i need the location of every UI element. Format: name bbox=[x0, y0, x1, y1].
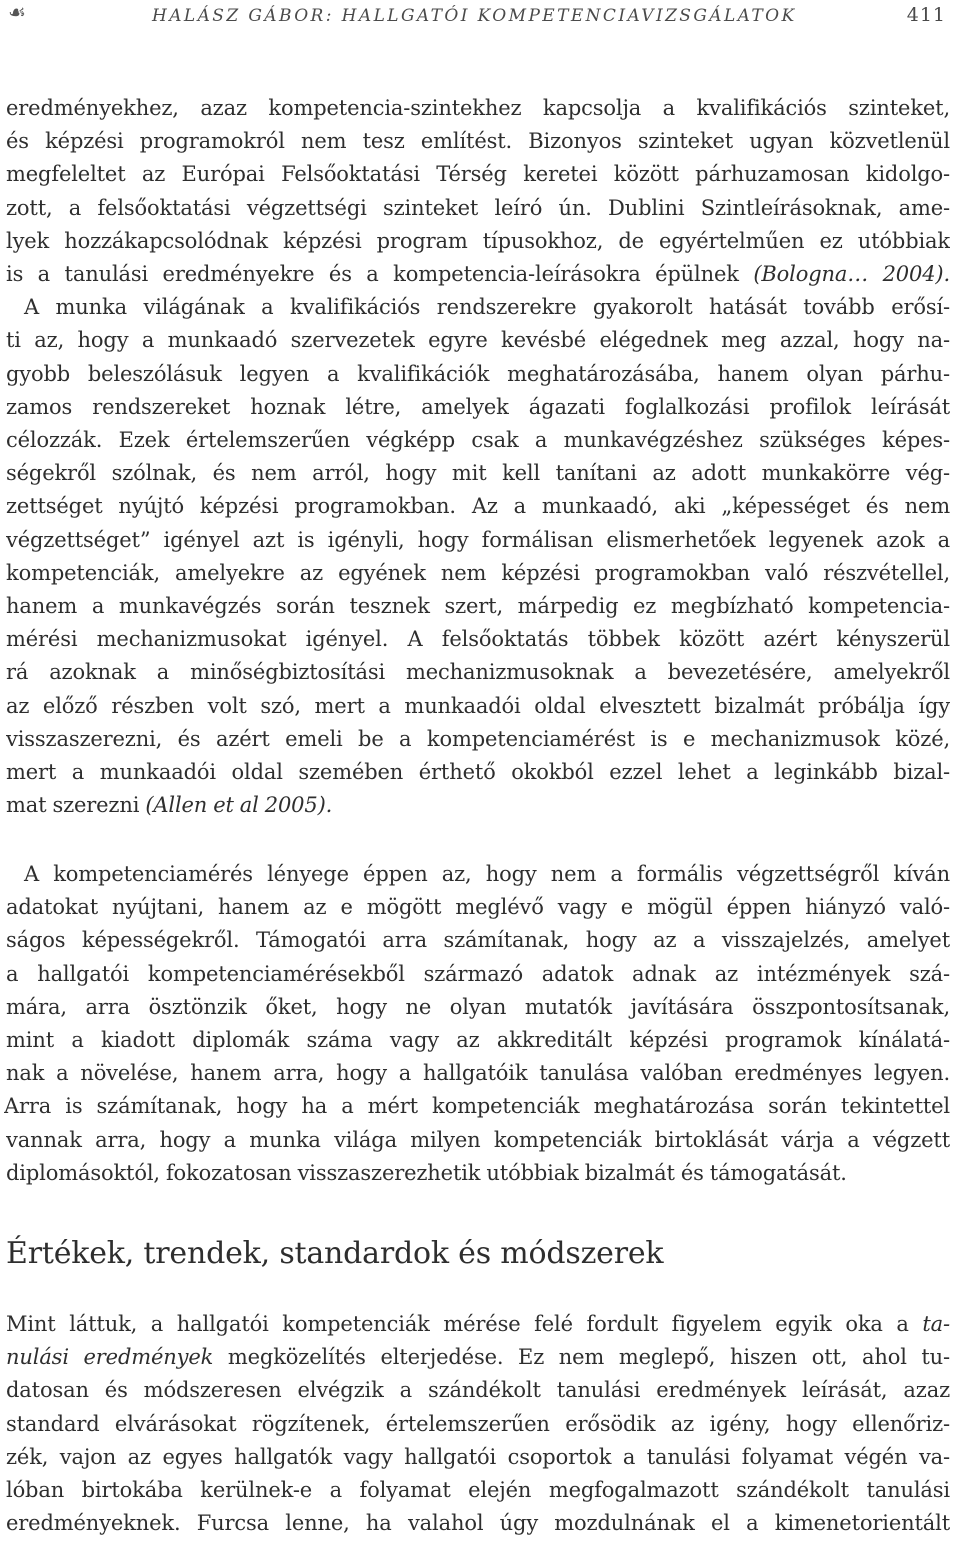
text-line: végzettséget” igényel azt is igényli, hogy formálisan elismerhetőek legyenek azok a bbox=[6, 527, 950, 552]
text-line: kompetenciák, amelyekre az egyének nem képzési programokban való részvétellel, bbox=[6, 560, 950, 585]
text-line: és képzési programokról nem tesz említést. Bizonyos szinteket ugyan közvetlenül bbox=[6, 129, 950, 154]
running-header bbox=[0, 0, 960, 30]
text-line: hanem a munkavégzés során tesznek szert, márpedig ez megbízható kompetencia- bbox=[6, 594, 950, 619]
paragraph-block-2 bbox=[6, 858, 950, 1190]
text-line: ségekről szólnak, és nem arról, hogy mit kell tanítani az adott munkakörre vég- bbox=[6, 461, 950, 486]
text-line: Arra is számítanak, hogy ha a mért kompetenciák meghatározása során tekintettel bbox=[4, 1094, 950, 1119]
emphasis: nulási eredmények bbox=[6, 1345, 214, 1370]
page-number: 411 bbox=[906, 4, 946, 26]
text-line: eredményeknek. Furcsa lenne, ha valahol úgy mozdulnának el a kimenetorientált bbox=[6, 1511, 950, 1536]
citation: (Bologna… 2004). bbox=[753, 262, 950, 287]
text-line: vannak arra, hogy a munka világa milyen kompetenciák birtoklását várja a végzett bbox=[6, 1127, 950, 1152]
emphasis: ta- bbox=[922, 1312, 950, 1336]
text-line-with-emphasis bbox=[6, 1341, 950, 1374]
text-line: A munka világának a kvalifikációs rendszerekre gyakorolt hatását tovább erősí- bbox=[24, 295, 950, 320]
text-segment: Mint láttuk, a hallgatói kompetenciák mérése felé fordult figyelem egyik oka a bbox=[6, 1312, 923, 1336]
text-segment: mat szerezni bbox=[6, 793, 146, 818]
text-line: visszaszerezni, és azért emeli be a kompetenciamérést is e mechanizmusok közé, bbox=[6, 726, 950, 751]
text-line: adatokat nyújtani, hanem az e mögött meglévő vagy e mögül éppen hiányzó való- bbox=[6, 895, 950, 920]
text-line: mérési mechanizmusokat igényel. A felsőoktatás többek között azért kényszerül bbox=[6, 627, 950, 652]
text-line: mert a munkaadói oldal szemében érthető okokból ezzel lehet a leginkább bizal- bbox=[6, 760, 950, 785]
text-segment: megközelítés elterjedése. Ez nem meglepő, hiszen ott, ahol tu- bbox=[213, 1345, 950, 1370]
text-segment: is a tanulási eredményekre és a kompetencia-leírásokra épülnek bbox=[6, 262, 754, 287]
text-line: az előző részben volt szó, mert a munkaadói oldal elvesztett bizalmát próbálja így bbox=[6, 693, 950, 718]
text-line-with-citation bbox=[6, 789, 950, 822]
text-line: diplomásoktól, fokozatosan visszaszerezhetik utóbbiak bizalmát és támogatását. bbox=[6, 1160, 847, 1185]
text-line: zék, vajon az egyes hallgatók vagy hallgatói csoportok a tanulási folyamat végén va- bbox=[6, 1444, 950, 1469]
fleuron-icon: ☙ bbox=[8, 0, 26, 24]
text-line: mint a kiadott diplomák száma vagy az akkreditált képzési programok kínálatá- bbox=[6, 1028, 950, 1053]
section-heading: Értékek, trendek, standardok és módszerek bbox=[6, 1236, 664, 1271]
text-line: A kompetenciamérés lényege éppen az, hogy nem a formális végzettségről kíván bbox=[24, 862, 950, 886]
text-line-with-citation bbox=[6, 258, 950, 291]
text-line: ti az, hogy a munkaadó szervezetek egyre kevésbé elégednek meg azzal, hogy na- bbox=[6, 328, 950, 353]
text-line: lóban birtokába kerülnek-e a folyamat elején megfogalmazott szándékolt tanulási bbox=[6, 1478, 950, 1503]
text-line: gyobb beleszólásuk legyen a kvalifikációk meghatározásába, hanem olyan párhu- bbox=[6, 361, 950, 386]
text-line: a hallgatói kompetenciamérésekből származó adatok adnak az intézmények szá- bbox=[6, 961, 950, 986]
text-line: datosan és módszeresen elvégzik a szándékolt tanulási eredmények leírását, azaz bbox=[6, 1378, 950, 1403]
paragraph-block-3 bbox=[6, 1308, 950, 1540]
text-line: zamos rendszereket hoznak létre, amelyek ágazati foglalkozási profilok leírását bbox=[6, 394, 950, 419]
text-line: mára, arra ösztönzik őket, hogy ne olyan mutatók javítására összpontosítsanak, bbox=[6, 994, 950, 1019]
text-line: lyek hozzákapcsolódnak képzési program típusokhoz, de egyértelműen ez utóbbiak bbox=[6, 228, 950, 253]
text-line: nak a növelése, hanem arra, hogy a hallgatóik tanulása valóban eredményes legyen. bbox=[6, 1061, 950, 1086]
running-title: HALÁSZ GÁBOR: HALLGATÓI KOMPETENCIAVIZSGÁLATOK bbox=[152, 6, 797, 26]
paragraph-block-1 bbox=[6, 92, 950, 822]
text-line: megfeleltet az Európai Felsőoktatási Térség keretei között párhuzamosan kidolgo- bbox=[6, 162, 950, 187]
text-line-with-emphasis bbox=[6, 1308, 950, 1341]
text-line: ságos képességekről. Támogatói arra számítanak, hogy az a visszajelzés, amelyet bbox=[6, 928, 950, 953]
text-line: standard elvárásokat rögzítenek, értelemszerűen erősödik az igény, hogy ellenőriz- bbox=[6, 1411, 950, 1436]
text-line: eredményekhez, azaz kompetencia-szintekhez kapcsolja a kvalifikációs szinteket, bbox=[6, 96, 950, 120]
text-line: célozzák. Ezek értelemszerűen végképp csak a munkavégzéshez szükséges képes- bbox=[6, 428, 950, 453]
text-line: rá azoknak a minőségbiztosítási mechanizmusoknak a bevezetésére, amelyekről bbox=[6, 660, 950, 685]
text-line: zott, a felsőoktatási végzettségi szinteket leíró ún. Dublini Szintleírásoknak, ame- bbox=[6, 195, 950, 220]
citation: (Allen et al 2005). bbox=[145, 793, 333, 818]
text-line: zettséget nyújtó képzési programokban. Az a munkaadó, aki „képességet és nem bbox=[6, 494, 950, 519]
